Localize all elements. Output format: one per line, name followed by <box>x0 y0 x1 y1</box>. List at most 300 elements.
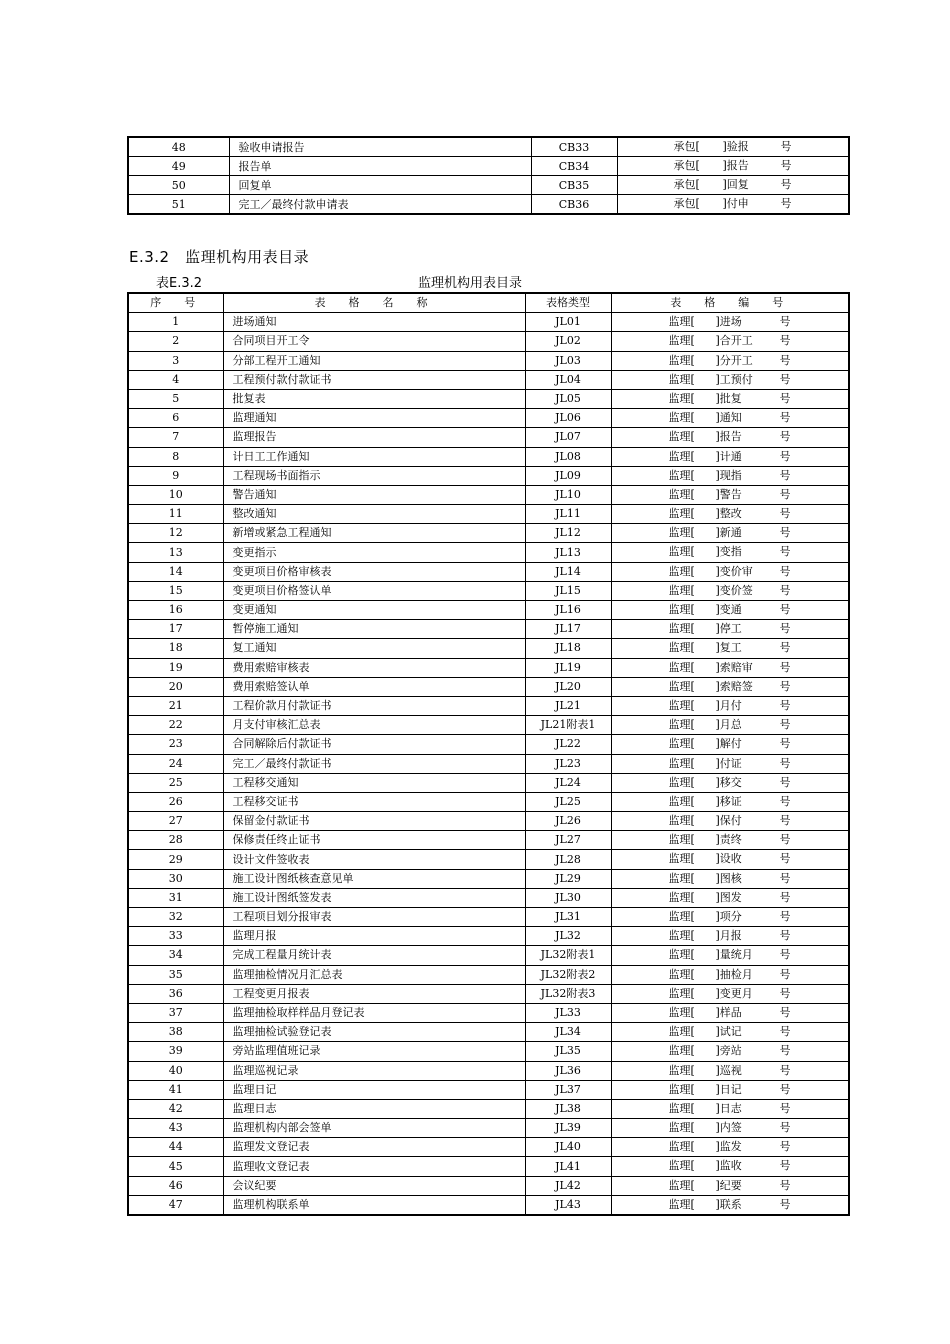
form-number-part-1: 监理[ <box>668 775 695 789</box>
row-form-type: JL38 <box>525 1099 611 1118</box>
row-form-type: JL27 <box>525 831 611 850</box>
form-number-part-3: 号 <box>779 641 791 655</box>
table-row <box>128 773 849 792</box>
row-form-name: 费用索赔审核表 <box>223 658 525 677</box>
form-number-part-2: ]图核 <box>715 871 742 885</box>
row-form-name: 监理巡视记录 <box>223 1061 525 1080</box>
row-form-name: 整改通知 <box>223 505 525 524</box>
row-serial-no: 15 <box>128 581 223 600</box>
row-serial-no: 16 <box>128 601 223 620</box>
row-form-number <box>611 639 849 658</box>
form-number-part-2: ]付证 <box>715 756 742 770</box>
table-row <box>128 696 849 715</box>
table-row <box>128 581 849 600</box>
row-form-type: JL17 <box>525 620 611 639</box>
row-form-number <box>611 1003 849 1022</box>
form-number-part-2: ]移交 <box>715 775 742 789</box>
table-row <box>128 792 849 811</box>
form-number-part-1: 监理[ <box>668 1178 695 1192</box>
form-number-part-2: ]移证 <box>715 794 742 808</box>
row-form-type: JL32附表2 <box>525 965 611 984</box>
form-number-part-3: 号 <box>779 545 791 559</box>
form-number-part-2: ]通知 <box>715 411 742 425</box>
cb-forms-table-body <box>128 137 849 214</box>
row-form-name: 回复单 <box>229 176 531 195</box>
row-serial-no: 48 <box>128 137 229 157</box>
row-form-number <box>611 1157 849 1176</box>
form-number-part-3: 号 <box>779 449 791 463</box>
form-number-part-2: ]合开工 <box>715 334 753 348</box>
form-number-part-2: ]计通 <box>715 449 742 463</box>
form-number-part-1: 监理[ <box>668 679 695 693</box>
row-form-name: 监理抽检试验登记表 <box>223 1023 525 1042</box>
table-row <box>128 946 849 965</box>
table-row <box>128 524 849 543</box>
form-number-part-1: 监理[ <box>668 929 695 943</box>
table-row <box>128 831 849 850</box>
row-form-number <box>611 754 849 773</box>
row-form-name: 完工／最终付款证书 <box>223 754 525 773</box>
form-number-part-2: ]纪要 <box>715 1178 742 1192</box>
row-form-name: 计日工工作通知 <box>223 447 525 466</box>
table-row <box>128 658 849 677</box>
table-title: 监理机构用表目录 <box>418 276 523 291</box>
form-number-part-2: ]现指 <box>715 468 742 482</box>
row-form-number <box>611 1023 849 1042</box>
form-number-part-1: 监理[ <box>668 1044 695 1058</box>
form-number-part-2: ]报告 <box>715 430 742 444</box>
row-form-type: JL16 <box>525 601 611 620</box>
form-number-part-1: 监理[ <box>668 698 695 712</box>
row-serial-no: 49 <box>128 157 229 176</box>
row-form-name: 批复表 <box>223 389 525 408</box>
row-form-number <box>611 965 849 984</box>
form-number-part-3: 号 <box>779 1101 791 1115</box>
form-number-part-3: 号 <box>779 507 791 521</box>
form-number-part-2: ]旁站 <box>715 1044 742 1058</box>
row-serial-no: 44 <box>128 1138 223 1157</box>
form-number-part-1: 监理[ <box>668 641 695 655</box>
form-number-part-1: 监理[ <box>668 1063 695 1077</box>
row-form-number <box>617 137 849 157</box>
form-number-part-1: 监理[ <box>668 1101 695 1115</box>
row-form-number <box>611 773 849 792</box>
row-serial-no: 31 <box>128 888 223 907</box>
form-number-part-2: ]日志 <box>715 1101 742 1115</box>
row-form-number <box>611 485 849 504</box>
form-number-part-2: ]付申 <box>722 197 749 210</box>
form-number-part-2: ]变价审 <box>715 564 753 578</box>
header-form-name: 表 格 名 称 <box>223 293 525 313</box>
table-row <box>128 1119 849 1138</box>
table-row <box>128 1157 849 1176</box>
row-serial-no: 50 <box>128 176 229 195</box>
table-row <box>128 351 849 370</box>
row-serial-no: 21 <box>128 696 223 715</box>
row-serial-no: 36 <box>128 984 223 1003</box>
row-form-name: 工程预付款付款证书 <box>223 370 525 389</box>
form-number-part-1: 监理[ <box>668 353 695 367</box>
row-form-number <box>611 1176 849 1195</box>
row-serial-no: 34 <box>128 946 223 965</box>
form-number-part-1: 监理[ <box>668 372 695 386</box>
row-form-type: JL43 <box>525 1195 611 1215</box>
form-number-part-1: 承包[ <box>673 178 700 191</box>
row-form-name: 变更项目价格审核表 <box>223 562 525 581</box>
form-number-part-3: 号 <box>779 391 791 405</box>
form-number-part-3: 号 <box>779 1025 791 1039</box>
row-form-number <box>611 620 849 639</box>
form-number-part-1: 监理[ <box>668 1121 695 1135</box>
row-form-name: 保留金付款证书 <box>223 812 525 831</box>
table-row <box>128 869 849 888</box>
table-row <box>128 927 849 946</box>
row-form-type: JL01 <box>525 313 611 332</box>
row-form-name: 验收申请报告 <box>229 137 531 157</box>
form-number-part-3: 号 <box>779 526 791 540</box>
row-form-type: CB34 <box>531 157 617 176</box>
row-serial-no: 24 <box>128 754 223 773</box>
row-form-number <box>611 792 849 811</box>
row-form-type: JL32附表1 <box>525 946 611 965</box>
row-form-number <box>611 1061 849 1080</box>
form-number-part-3: 号 <box>779 1121 791 1135</box>
row-form-number <box>611 908 849 927</box>
row-form-type: JL23 <box>525 754 611 773</box>
supervision-forms-table <box>127 292 850 1216</box>
form-number-part-1: 监理[ <box>668 1140 695 1154</box>
form-number-part-2: ]警告 <box>715 487 742 501</box>
table-row <box>128 1003 849 1022</box>
table-row <box>128 908 849 927</box>
form-number-part-1: 监理[ <box>668 334 695 348</box>
row-form-name: 监理发文登记表 <box>223 1138 525 1157</box>
row-form-type: CB35 <box>531 176 617 195</box>
row-form-name: 合同项目开工令 <box>223 332 525 351</box>
row-serial-no: 35 <box>128 965 223 984</box>
row-serial-no: 38 <box>128 1023 223 1042</box>
table-row <box>128 1195 849 1215</box>
form-number-part-3: 号 <box>779 698 791 712</box>
row-serial-no: 5 <box>128 389 223 408</box>
form-number-part-2: ]解付 <box>715 737 742 751</box>
row-form-type: JL29 <box>525 869 611 888</box>
row-form-number <box>611 466 849 485</box>
row-form-type: JL34 <box>525 1023 611 1042</box>
row-form-number <box>611 1195 849 1215</box>
row-form-name: 警告通知 <box>223 485 525 504</box>
row-serial-no: 14 <box>128 562 223 581</box>
form-number-part-2: ]试记 <box>715 1025 742 1039</box>
form-number-part-2: ]月付 <box>715 698 742 712</box>
row-form-number <box>611 1080 849 1099</box>
row-form-type: JL24 <box>525 773 611 792</box>
form-number-part-2: ]整改 <box>715 507 742 521</box>
row-form-name: 监理日记 <box>223 1080 525 1099</box>
row-form-number <box>611 888 849 907</box>
row-form-number <box>611 984 849 1003</box>
header-form-number: 表 格 编 号 <box>611 293 849 313</box>
table-row <box>128 1138 849 1157</box>
row-form-name: 变更指示 <box>223 543 525 562</box>
row-form-type: JL40 <box>525 1138 611 1157</box>
row-form-number <box>611 313 849 332</box>
row-form-number <box>611 716 849 735</box>
table-row <box>128 157 849 176</box>
table-row <box>128 620 849 639</box>
row-serial-no: 39 <box>128 1042 223 1061</box>
row-serial-no: 10 <box>128 485 223 504</box>
form-number-part-3: 号 <box>779 411 791 425</box>
form-number-part-3: 号 <box>779 1159 791 1173</box>
form-number-part-2: ]复工 <box>715 641 742 655</box>
row-form-name: 进场通知 <box>223 313 525 332</box>
table-row <box>128 850 849 869</box>
row-form-name: 保修责任终止证书 <box>223 831 525 850</box>
form-number-part-2: ]保付 <box>715 814 742 828</box>
row-form-number <box>611 409 849 428</box>
table-row <box>128 176 849 195</box>
form-number-part-1: 监理[ <box>668 910 695 923</box>
row-form-type: JL05 <box>525 389 611 408</box>
row-form-name: 监理抽检情况月汇总表 <box>223 965 525 984</box>
form-number-part-1: 承包[ <box>673 197 700 210</box>
form-number-part-1: 监理[ <box>668 833 695 847</box>
row-form-name: 施工设计图纸核查意见单 <box>223 869 525 888</box>
row-serial-no: 27 <box>128 812 223 831</box>
form-number-part-3: 号 <box>779 1140 791 1154</box>
row-form-name: 新增或紧急工程通知 <box>223 524 525 543</box>
row-form-type: JL20 <box>525 677 611 696</box>
form-number-part-2: ]进场 <box>715 315 742 329</box>
form-number-part-2: ]抽检月 <box>715 967 753 981</box>
form-number-part-3: 号 <box>779 622 791 636</box>
row-form-type: JL37 <box>525 1080 611 1099</box>
table-row <box>128 735 849 754</box>
form-number-part-2: ]索赔签 <box>715 679 753 693</box>
form-number-part-1: 监理[ <box>668 718 695 732</box>
form-number-part-1: 监理[ <box>668 1025 695 1039</box>
form-number-part-2: ]变更月 <box>715 986 753 1000</box>
form-number-part-3: 号 <box>779 353 791 367</box>
form-number-part-1: 监理[ <box>668 487 695 501</box>
row-form-number <box>611 524 849 543</box>
form-number-part-3: 号 <box>779 1063 791 1077</box>
form-number-part-2: ]变指 <box>715 545 742 559</box>
form-number-part-2: ]新通 <box>715 526 742 540</box>
form-number-part-3: 号 <box>780 197 792 210</box>
row-form-type: JL31 <box>525 908 611 927</box>
form-number-part-2: ]监收 <box>715 1159 742 1173</box>
form-number-part-2: ]工预付 <box>715 372 753 386</box>
row-form-type: JL08 <box>525 447 611 466</box>
row-form-name: 工程移交通知 <box>223 773 525 792</box>
form-number-part-2: ]设收 <box>715 852 742 866</box>
row-form-type: JL10 <box>525 485 611 504</box>
row-serial-no: 28 <box>128 831 223 850</box>
row-serial-no: 7 <box>128 428 223 447</box>
row-serial-no: 18 <box>128 639 223 658</box>
form-number-part-2: ]停工 <box>715 622 742 636</box>
row-form-number <box>611 562 849 581</box>
row-form-type: JL30 <box>525 888 611 907</box>
row-form-type: JL15 <box>525 581 611 600</box>
row-form-number <box>611 1099 849 1118</box>
form-number-part-3: 号 <box>779 718 791 732</box>
table-row <box>128 332 849 351</box>
form-number-part-3: 号 <box>779 315 791 329</box>
form-number-part-2: ]联系 <box>715 1197 742 1211</box>
form-number-part-3: 号 <box>779 737 791 751</box>
table-row <box>128 505 849 524</box>
form-number-part-3: 号 <box>779 775 791 789</box>
row-form-name: 工程移交证书 <box>223 792 525 811</box>
form-number-part-3: 号 <box>779 430 791 444</box>
row-form-type: JL32 <box>525 927 611 946</box>
form-number-part-2: ]变通 <box>715 603 742 616</box>
row-form-type: JL12 <box>525 524 611 543</box>
row-form-number <box>611 850 849 869</box>
row-form-number <box>617 195 849 215</box>
row-serial-no: 19 <box>128 658 223 677</box>
form-number-part-2: ]责终 <box>715 833 742 847</box>
row-form-name: 工程价款月付款证书 <box>223 696 525 715</box>
row-form-name: 变更项目价格签认单 <box>223 581 525 600</box>
form-number-part-3: 号 <box>779 967 791 981</box>
row-form-number <box>611 927 849 946</box>
row-form-type: JL03 <box>525 351 611 370</box>
form-number-part-3: 号 <box>779 852 791 866</box>
table-row <box>128 639 849 658</box>
row-form-name: 监理机构内部会签单 <box>223 1119 525 1138</box>
row-form-type: JL19 <box>525 658 611 677</box>
row-serial-no: 13 <box>128 543 223 562</box>
row-serial-no: 43 <box>128 1119 223 1138</box>
form-number-part-1: 监理[ <box>668 622 695 636</box>
row-serial-no: 22 <box>128 716 223 735</box>
row-form-name: 监理日志 <box>223 1099 525 1118</box>
table-row <box>128 1061 849 1080</box>
row-form-number <box>617 176 849 195</box>
row-serial-no: 20 <box>128 677 223 696</box>
form-number-part-3: 号 <box>779 794 791 808</box>
form-number-part-3: 号 <box>779 334 791 348</box>
form-number-part-1: 监理[ <box>668 603 695 616</box>
table-row <box>128 1042 849 1061</box>
row-form-number <box>611 447 849 466</box>
row-form-number <box>611 370 849 389</box>
row-form-type: JL09 <box>525 466 611 485</box>
row-form-name: 旁站监理值班记录 <box>223 1042 525 1061</box>
row-form-type: JL39 <box>525 1119 611 1138</box>
row-form-name: 月支付审核汇总表 <box>223 716 525 735</box>
header-serial-no: 序 号 <box>128 293 223 313</box>
form-number-part-3: 号 <box>779 814 791 828</box>
form-number-part-2: ]索赔审 <box>715 660 753 674</box>
row-serial-no: 46 <box>128 1176 223 1195</box>
table-row <box>128 543 849 562</box>
form-number-part-3: 号 <box>779 1178 791 1192</box>
form-number-part-1: 监理[ <box>668 468 695 482</box>
form-number-part-1: 监理[ <box>668 391 695 405</box>
row-form-type: JL36 <box>525 1061 611 1080</box>
table-row <box>128 754 849 773</box>
row-form-type: JL14 <box>525 562 611 581</box>
row-form-type: JL42 <box>525 1176 611 1195</box>
form-number-part-3: 号 <box>780 140 792 153</box>
row-form-type: JL25 <box>525 792 611 811</box>
row-form-type: JL33 <box>525 1003 611 1022</box>
row-form-number <box>611 332 849 351</box>
row-form-name: 施工设计图纸签发表 <box>223 888 525 907</box>
row-form-name: 工程变更月报表 <box>223 984 525 1003</box>
row-form-type: JL21 <box>525 696 611 715</box>
row-form-name: 设计文件签收表 <box>223 850 525 869</box>
form-number-part-1: 监理[ <box>668 315 695 329</box>
table-row <box>128 370 849 389</box>
form-number-part-1: 监理[ <box>668 430 695 444</box>
row-serial-no: 12 <box>128 524 223 543</box>
form-number-part-3: 号 <box>779 986 791 1000</box>
row-form-type: CB36 <box>531 195 617 215</box>
row-serial-no: 1 <box>128 313 223 332</box>
row-form-name: 费用索赔签认单 <box>223 677 525 696</box>
row-form-number <box>611 505 849 524</box>
form-number-part-2: ]月报 <box>715 929 742 943</box>
table-row <box>128 1023 849 1042</box>
row-serial-no: 9 <box>128 466 223 485</box>
table-row <box>128 1080 849 1099</box>
form-number-part-3: 号 <box>779 833 791 847</box>
row-form-number <box>611 869 849 888</box>
table-header-row <box>128 293 849 313</box>
form-number-part-1: 监理[ <box>668 890 695 904</box>
row-form-name: 监理通知 <box>223 409 525 428</box>
form-number-part-2: ]监发 <box>715 1140 742 1154</box>
row-form-type: JL22 <box>525 735 611 754</box>
row-form-name: 变更通知 <box>223 601 525 620</box>
row-form-type: JL32附表3 <box>525 984 611 1003</box>
row-form-name: 完成工程量月统计表 <box>223 946 525 965</box>
row-form-type: JL02 <box>525 332 611 351</box>
row-form-type: JL41 <box>525 1157 611 1176</box>
table-row <box>128 562 849 581</box>
form-number-part-1: 监理[ <box>668 411 695 425</box>
row-serial-no: 32 <box>128 908 223 927</box>
row-serial-no: 26 <box>128 792 223 811</box>
form-number-part-1: 监理[ <box>668 583 695 597</box>
row-form-type: JL21附表1 <box>525 716 611 735</box>
form-number-part-3: 号 <box>779 1005 791 1019</box>
table-row <box>128 601 849 620</box>
form-number-part-1: 监理[ <box>668 737 695 751</box>
supervision-forms-table-body <box>128 313 849 1215</box>
row-form-number <box>611 677 849 696</box>
row-serial-no: 47 <box>128 1195 223 1215</box>
row-form-number <box>611 831 849 850</box>
form-number-part-1: 监理[ <box>668 794 695 808</box>
row-serial-no: 40 <box>128 1061 223 1080</box>
row-serial-no: 29 <box>128 850 223 869</box>
table-row <box>128 428 849 447</box>
section-heading: E.3.2 监理机构用表目录 <box>129 248 310 266</box>
form-number-part-2: ]批复 <box>715 391 742 405</box>
row-form-name: 分部工程开工通知 <box>223 351 525 370</box>
form-number-part-1: 监理[ <box>668 564 695 578</box>
row-serial-no: 6 <box>128 409 223 428</box>
form-number-part-1: 监理[ <box>668 852 695 866</box>
row-form-number <box>611 1119 849 1138</box>
